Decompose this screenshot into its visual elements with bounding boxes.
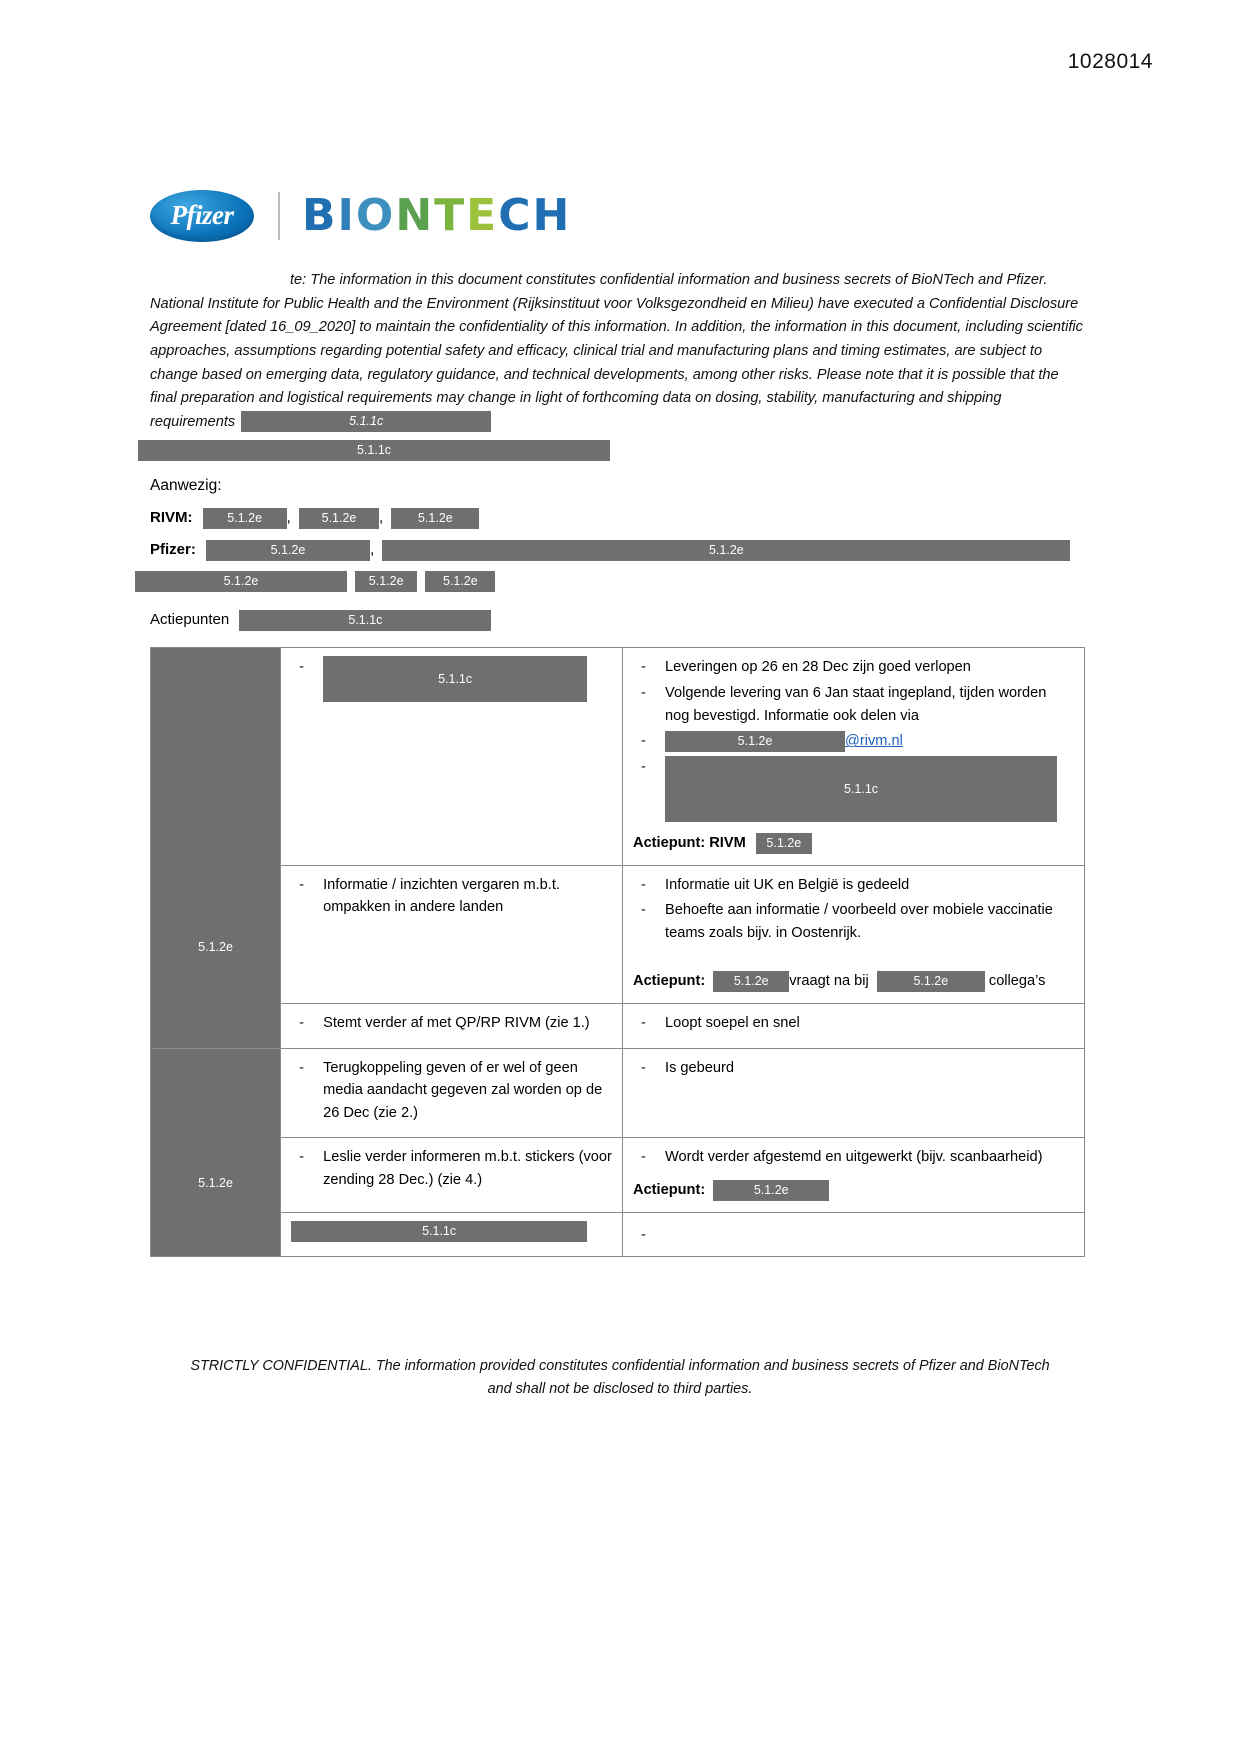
table-cell-topic <box>281 1003 623 1048</box>
confidentiality-notice <box>150 269 1085 434</box>
redaction-bar: 5.1.2e <box>206 540 370 561</box>
list-item <box>633 756 1074 822</box>
table-cell-notes <box>623 1212 1085 1257</box>
action-label: Actiepunt: <box>633 1182 706 1199</box>
redaction-bar: 5.1.2e <box>355 571 417 592</box>
action-end-text: collega’s <box>988 973 1046 990</box>
table-cell-owner <box>151 1048 281 1257</box>
redaction-bar: 5.1.2e <box>877 971 985 992</box>
table-row <box>151 1003 1085 1048</box>
table-row <box>151 1138 1085 1212</box>
redaction-bar: 5.1.2e <box>756 833 812 854</box>
page-footer <box>150 1355 1090 1401</box>
redaction-bar: 5.1.2e <box>713 971 789 992</box>
attendees-heading: Aanwezig: <box>150 477 222 495</box>
list-item: - Informatie uit UK en België is gedeeld <box>633 874 1074 897</box>
document-content <box>150 185 1085 1257</box>
notes-list <box>633 656 1074 821</box>
list-item: - Wordt verder afgestemd en uitgewerkt (bijv. scanbaarheid) <box>633 1146 1074 1169</box>
attendees-rivm-label: RIVM: <box>150 509 193 527</box>
email-link[interactable]: @rivm.nl <box>845 733 903 750</box>
topic-list <box>291 1221 612 1244</box>
table-cell-notes <box>623 1138 1085 1212</box>
separator: , <box>370 540 375 558</box>
list-item: - Informatie / inzichten vergaren m.b.t. ompakken in andere landen <box>291 874 612 919</box>
topic-list <box>291 1057 612 1125</box>
pfizer-logo-text: Pfizer <box>170 199 234 230</box>
redaction-bar: 5.1.1c <box>241 411 491 432</box>
table-row <box>151 1212 1085 1257</box>
list-item <box>291 1221 612 1244</box>
list-item: - Leveringen op 26 en 28 Dec zijn goed verlopen <box>633 656 1074 679</box>
action-mid-text: vraagt na bij <box>789 973 869 990</box>
redaction-bar: 5.1.1c <box>291 1221 587 1242</box>
footer-line-1: STRICTLY CONFIDENTIAL. The information provided constitutes confidential information and business secrets of Pfizer and BioNTech <box>190 1358 1050 1374</box>
footer-line-2: and shall not be disclosed to third parties. <box>487 1381 753 1398</box>
redaction-bar: 5.1.2e <box>135 571 347 592</box>
notes-list <box>633 1012 1074 1035</box>
notes-list <box>633 1057 1074 1080</box>
notice-text: te: The information in this document constitutes confidential information and business secrets of BioNTech and Pfizer. National Institute for Public Health and the Environment (Rijksinstituut voor Volksgezondheid en Milieu) have executed a Confidential Disclosure Agreement [dated 16_09_2020] to maintain the confidentiality of this information. In addition, the information in this document, including scientific approaches, assumptions regarding potential safety and efficacy, clinical trial and manufacturing plans and timing estimates, are subject to change based on emerging data, regulatory guidance, and technical developments, among other risks. Please note that it is possible that the final preparation and logistical requirements may change in light of forthcoming data on dosing, stability, manufacturing and shipping requirements <box>150 272 1083 430</box>
redaction-bar: 5.1.2e <box>299 508 379 529</box>
redaction-bar: 5.1.1c <box>665 756 1057 822</box>
action-item <box>633 1179 1074 1202</box>
table-cell-notes <box>623 1003 1085 1048</box>
list-item: - Behoefte aan informatie / voorbeeld over mobiele vaccinatie teams zoals bijv. in Oostenrijk. <box>633 899 1074 944</box>
list-item <box>291 656 612 702</box>
redaction-bar: 5.1.2e <box>203 508 287 529</box>
redaction-bar: 5.1.1c <box>323 656 587 702</box>
list-item: - Is gebeurd <box>633 1057 1074 1080</box>
table-row <box>151 648 1085 865</box>
action-item <box>633 832 1074 855</box>
attendees-pfizer-row-2 <box>135 570 1085 593</box>
attendees-pfizer-label: Pfizer: <box>150 540 196 558</box>
attendees-pfizer-row <box>150 539 1085 562</box>
topic-list <box>291 656 612 702</box>
table-cell-notes <box>623 865 1085 1003</box>
action-label: Actiepunt: RIVM <box>633 834 746 851</box>
minutes-table <box>150 647 1085 1257</box>
table-cell-notes <box>623 648 1085 865</box>
redaction-bar: 5.1.2e <box>382 540 1070 561</box>
topic-list <box>291 1012 612 1035</box>
topic-list <box>291 1146 612 1191</box>
table-cell-topic <box>281 648 623 865</box>
redaction-bar: 5.1.2e <box>713 1180 829 1201</box>
attendees-rivm-row <box>150 507 1085 530</box>
redaction-row-1 <box>138 440 1085 461</box>
table-cell-topic <box>281 1048 623 1138</box>
table-cell-owner <box>151 648 281 1048</box>
pfizer-logo <box>150 190 254 242</box>
redaction-bar: 5.1.2e <box>665 731 845 752</box>
list-item: - Volgende levering van 6 Jan staat ingepland, tijden worden nog bevestigd. Informatie ook delen via <box>633 682 1074 727</box>
logo-divider <box>278 192 280 240</box>
redaction-bar: 5.1.2e <box>425 571 495 592</box>
action-label: Actiepunt: <box>633 973 706 990</box>
table-cell-topic <box>281 1138 623 1212</box>
redaction-bar: 5.1.1c <box>239 610 491 631</box>
table-cell-notes <box>623 1048 1085 1138</box>
list-item: - Stemt verder af met QP/RP RIVM (zie 1.) <box>291 1012 612 1035</box>
action-points-label: Actiepunten <box>150 610 230 628</box>
separator: , <box>379 509 384 527</box>
notes-list <box>633 874 1074 945</box>
action-points-row <box>150 609 1085 632</box>
list-item <box>633 730 1074 753</box>
redaction-bar: 5.1.1c <box>138 440 610 461</box>
owner-redaction: 5.1.2e <box>198 1175 233 1190</box>
topic-list <box>291 874 612 919</box>
redaction-bar: 5.1.2e <box>391 508 479 529</box>
table-row <box>151 1048 1085 1138</box>
list-item: - Leslie verder informeren m.b.t. stickers (voor zending 28 Dec.) (zie 4.) <box>291 1146 612 1191</box>
list-item: - Terugkoppeling geven of er wel of geen media aandacht gegeven zal worden op de 26 Dec (zie 2.) <box>291 1057 612 1125</box>
table-cell-topic <box>281 1212 623 1257</box>
notes-list <box>633 1146 1074 1169</box>
biontech-logo: BIONTECH <box>302 190 572 241</box>
separator: , <box>286 509 291 527</box>
logo-row <box>150 185 1085 247</box>
list-item: - Loopt soepel en snel <box>633 1012 1074 1035</box>
owner-redaction: 5.1.2e <box>198 940 233 955</box>
action-item <box>633 970 1074 993</box>
table-cell-topic <box>281 865 623 1003</box>
table-row <box>151 865 1085 1003</box>
document-number: 1028014 <box>1067 50 1153 73</box>
